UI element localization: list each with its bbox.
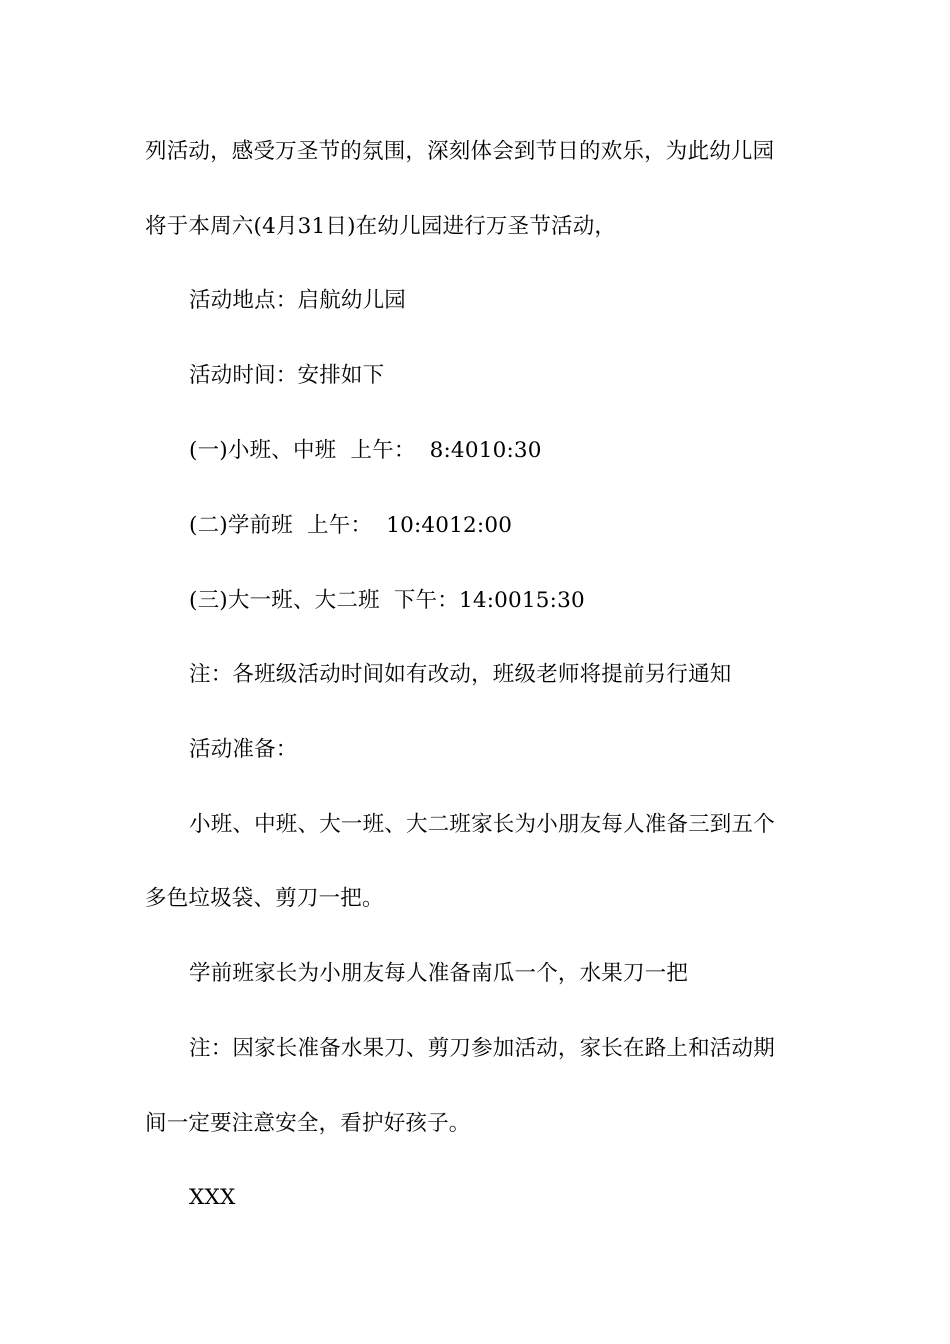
preparation-heading: 活动准备： bbox=[189, 737, 298, 762]
activity-location: 活动地点：启航幼儿园 bbox=[189, 288, 407, 313]
signature: XXX bbox=[189, 1185, 236, 1210]
schedule-item: (二)学前班 上午： 10:4012:00 bbox=[189, 513, 513, 538]
schedule-item: (一)小班、中班 上午： 8:4010:30 bbox=[189, 438, 542, 463]
schedule-item: (三)大一班、大二班 下午：14:0015:30 bbox=[189, 588, 585, 613]
paragraph-line: 间一定要注意安全，看护好孩子。 bbox=[145, 1111, 471, 1136]
paragraph-line: 多色垃圾袋、剪刀一把。 bbox=[145, 886, 384, 911]
paragraph-line: 小班、中班、大一班、大二班家长为小朋友每人准备三到五个 bbox=[189, 812, 775, 837]
paragraph-line: 学前班家长为小朋友每人准备南瓜一个，水果刀一把 bbox=[189, 961, 689, 986]
safety-note: 注：因家长准备水果刀、剪刀参加活动，家长在路上和活动期 bbox=[189, 1036, 775, 1061]
paragraph-line: 将于本周六(4月31日)在幼儿园进行万圣节活动， bbox=[145, 214, 617, 239]
activity-time-heading: 活动时间：安排如下 bbox=[189, 363, 385, 388]
schedule-note: 注：各班级活动时间如有改动，班级老师将提前另行通知 bbox=[189, 662, 732, 687]
paragraph-line: 列活动，感受万圣节的氛围，深刻体会到节日的欢乐，为此幼儿园 bbox=[145, 139, 775, 164]
